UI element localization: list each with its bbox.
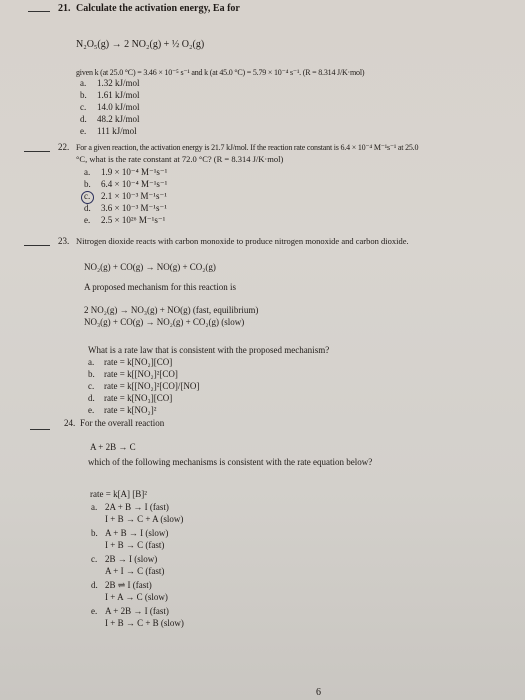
- q24-option-d-line1[interactable]: 2B ⇌ I (fast): [105, 580, 152, 590]
- q21-equation: N₂O₅(g) → 2 NO₂(g) + ½ O₂(g): [76, 39, 205, 50]
- q22-option-d[interactable]: 3.6 × 10⁻³ M⁻¹s⁻¹: [101, 203, 167, 213]
- q22-option-d-letter: d.: [84, 203, 91, 213]
- q22-number: 22.: [58, 142, 70, 152]
- q21-option-c-letter: c.: [80, 102, 87, 112]
- q22-option-e[interactable]: 2.5 × 10²⁶ M⁻¹s⁻¹: [101, 215, 166, 225]
- q23-option-d-letter: d.: [88, 393, 95, 403]
- q21-option-e[interactable]: 111 kJ/mol: [97, 126, 137, 136]
- q21-option-b[interactable]: 1.61 kJ/mol: [97, 90, 140, 100]
- q24-option-c-line2[interactable]: A + I → C (fast): [105, 566, 165, 576]
- q24-number: 24.: [64, 418, 76, 428]
- q23-mechanism-step2: NO₃(g) + CO(g) → NO₂(g) + CO₂(g) (slow): [84, 317, 245, 327]
- q23-mechanism-intro: A proposed mechanism for this reaction is: [84, 282, 236, 292]
- q23-question: What is a rate law that is consistent with the proposed mechanism?: [88, 345, 330, 355]
- q23-mechanism-step1: 2 NO₂(g) → NO₃(g) + NO(g) (fast, equilibrium): [84, 305, 259, 315]
- q23-option-b[interactable]: rate = k[[NO₂]²[CO]: [104, 369, 178, 379]
- q23-option-a[interactable]: rate = k[NO₂][CO]: [104, 357, 173, 367]
- q21-given: given k (at 25.0 °C) = 3.46 × 10⁻⁵ s⁻¹ and k (at 45.0 °C) = 5.79 × 10⁻⁴ s⁻¹. (R = 8.314 J/K·mol): [76, 68, 365, 77]
- q21-option-a-letter: a.: [80, 78, 87, 88]
- q21-option-a[interactable]: 1.32 kJ/mol: [97, 78, 140, 88]
- q24-option-b-line1[interactable]: A + B → I (slow): [105, 528, 169, 538]
- q23-number: 23.: [58, 236, 70, 246]
- q21-number: 21.: [58, 3, 71, 14]
- q22-option-c-letter: c.: [84, 191, 91, 201]
- q24-option-d-letter: d.: [91, 580, 98, 590]
- q24-option-e-line2[interactable]: I + B → C + B (slow): [105, 618, 184, 628]
- q21-option-c[interactable]: 14.0 kJ/mol: [97, 102, 140, 112]
- q24-question: which of the following mechanisms is consistent with the rate equation below?: [88, 457, 373, 467]
- answer-blank-q22[interactable]: [24, 151, 50, 152]
- q23-option-b-letter: b.: [88, 369, 95, 379]
- q24-option-d-line2[interactable]: I + A → C (slow): [105, 592, 168, 602]
- q23-option-c-letter: c.: [88, 381, 95, 391]
- q23-option-e[interactable]: rate = k[NO₂]²: [104, 405, 157, 415]
- q24-option-e-line1[interactable]: A + 2B → I (fast): [105, 606, 169, 616]
- q23-equation: NO₂(g) + CO(g) → NO(g) + CO₂(g): [84, 262, 216, 272]
- q21-option-d-letter: d.: [80, 114, 87, 124]
- q21-option-d[interactable]: 48.2 kJ/mol: [97, 114, 140, 124]
- q24-option-e-letter: e.: [91, 606, 98, 616]
- answer-blank-q24[interactable]: [30, 429, 50, 430]
- q21-option-b-letter: b.: [80, 90, 87, 100]
- q21-option-e-letter: e.: [80, 126, 87, 136]
- q22-option-c[interactable]: 2.1 × 10⁻³ M⁻¹s⁻¹: [101, 191, 167, 201]
- q23-option-c[interactable]: rate = k[[NO₂]²[CO]/[NO]: [104, 381, 200, 391]
- q23-option-e-letter: e.: [88, 405, 95, 415]
- page-number: 6: [316, 687, 321, 698]
- q24-option-a-line2[interactable]: I + B → C + A (slow): [105, 514, 184, 524]
- q23-option-a-letter: a.: [88, 357, 95, 367]
- q23-option-d[interactable]: rate = k[NO₃][CO]: [104, 393, 173, 403]
- q22-stem-line2: °C, what is the rate constant at 72.0 °C? (R = 8.314 J/K·mol): [76, 154, 284, 164]
- q24-option-b-letter: b.: [91, 528, 98, 538]
- q24-rate-law: rate = k[A] [B]²: [90, 489, 148, 499]
- q23-stem: Nitrogen dioxide reacts with carbon monoxide to produce nitrogen monoxide and carbon dioxide.: [76, 236, 409, 246]
- q24-option-b-line2[interactable]: I + B → C (fast): [105, 540, 165, 550]
- q24-option-c-letter: c.: [91, 554, 98, 564]
- q24-option-a-line1[interactable]: 2A + B → I (fast): [105, 502, 169, 512]
- q24-option-c-line1[interactable]: 2B → I (slow): [105, 554, 158, 564]
- q22-option-a[interactable]: 1.9 × 10⁻⁴ M⁻¹s⁻¹: [101, 167, 168, 177]
- answer-blank-q21[interactable]: [28, 11, 50, 12]
- q22-option-b[interactable]: 6.4 × 10⁻⁴ M⁻¹s⁻¹: [101, 179, 168, 189]
- q24-equation: A + 2B → C: [90, 442, 136, 452]
- q21-stem: Calculate the activation energy, Ea for: [76, 3, 240, 14]
- q24-option-a-letter: a.: [91, 502, 98, 512]
- q22-option-b-letter: b.: [84, 179, 91, 189]
- q22-option-e-letter: e.: [84, 215, 91, 225]
- q22-option-a-letter: a.: [84, 167, 91, 177]
- answer-blank-q23[interactable]: [24, 245, 50, 246]
- q24-stem: For the overall reaction: [80, 418, 165, 428]
- q22-stem-line1: For a given reaction, the activation energy is 21.7 kJ/mol. If the reaction rate constant is 6.4 × 10⁻⁴ M⁻¹s⁻¹ at 25.0: [76, 143, 419, 152]
